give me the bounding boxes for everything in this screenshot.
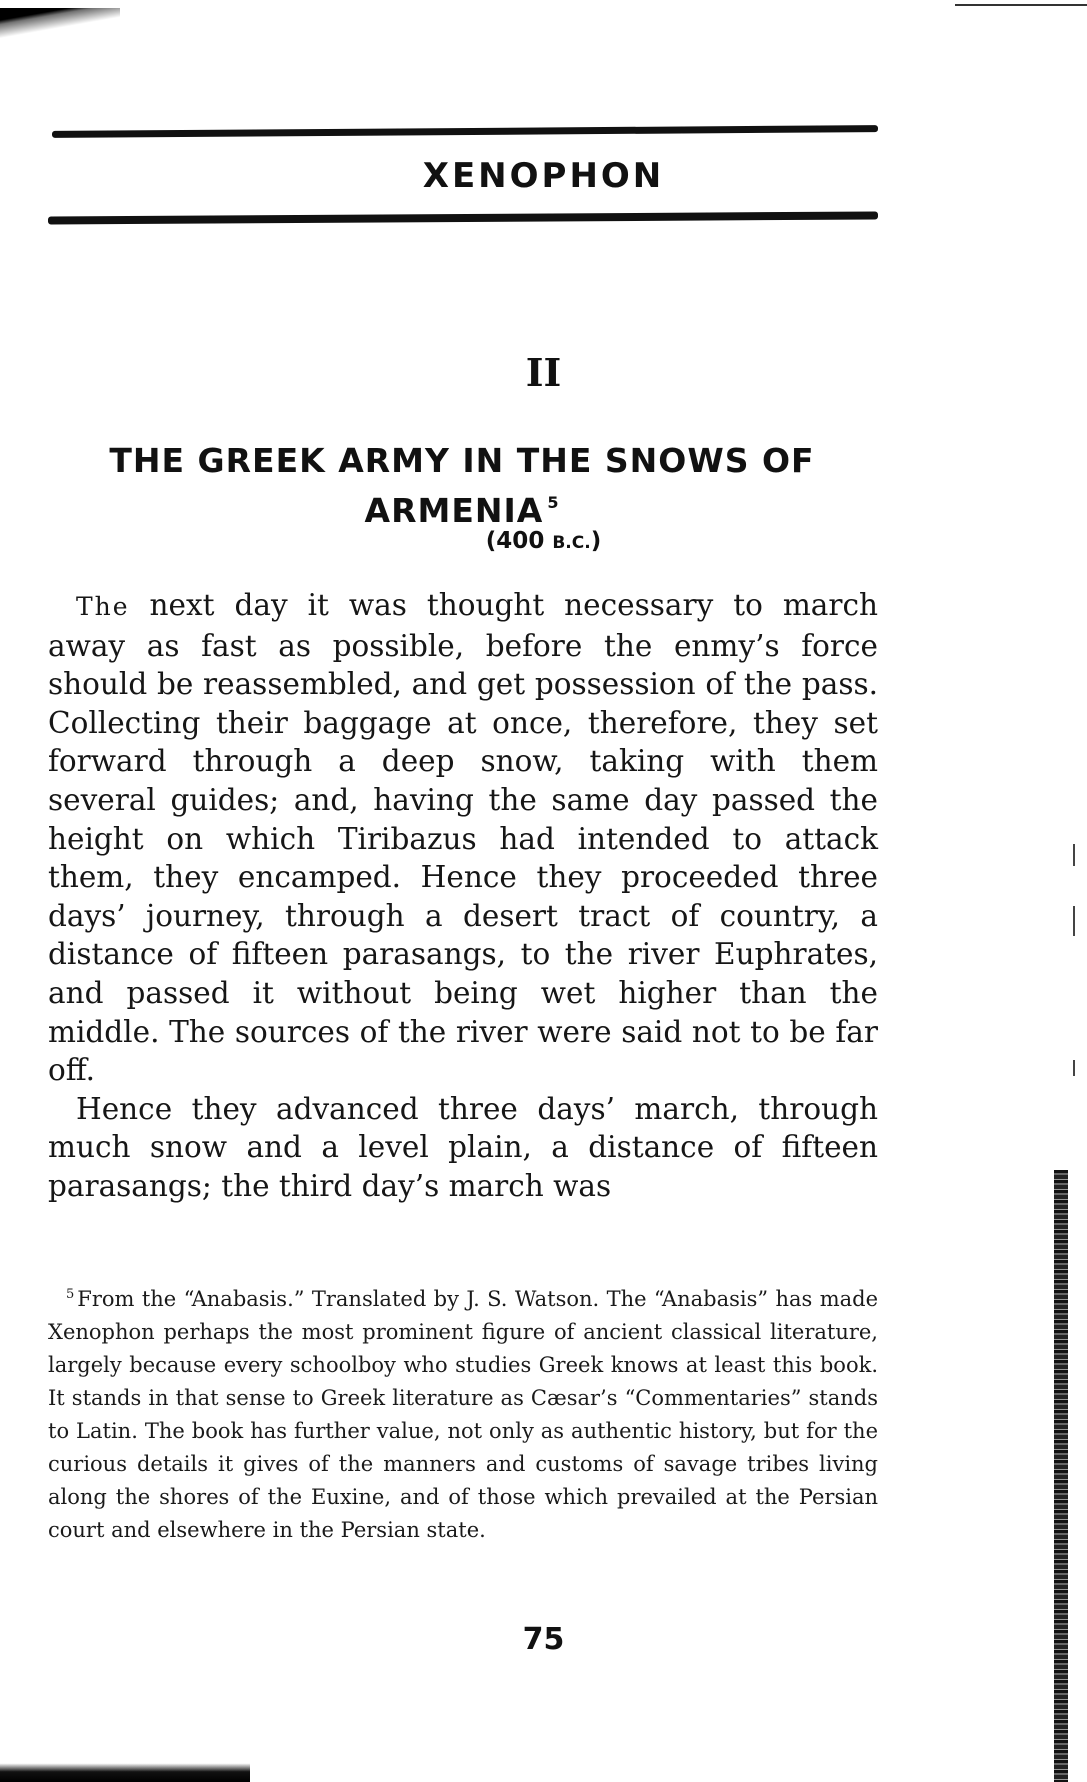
scan-mark [1073, 844, 1075, 866]
paragraph-1-text: next day it was thought necessary to march away as fast as possible, before the enmy’s force should be reassembled, and get possession of the pass. Collecting their baggage at once, therefore, they set forward through a deep snow, taking with them several guides; and, having the same day passed the height on which Tiribazus had intended to attack them, they encamped. Hence they proceeded three days’ journey, through a desert tract of country, a distance of fifteen parasangs, to the river Euphrates, and passed it without being wet higher than the middle. The sources of the river were said not to be far off. [48, 588, 878, 1088]
chapter-title-text: THE GREEK ARMY IN THE SNOWS OF ARMENIA [109, 441, 815, 530]
header-rule-top [52, 125, 878, 138]
scan-shadow-bottom-left [0, 1748, 250, 1782]
date-prefix: (400 [485, 528, 553, 554]
scan-shadow-top-left [0, 8, 120, 42]
scan-mark [1073, 906, 1075, 936]
scan-line-top-right [955, 4, 1087, 6]
body-text [48, 586, 878, 1206]
running-head: XENOPHON [422, 156, 665, 196]
chapter-title [46, 440, 878, 532]
chapter-date [0, 528, 1087, 554]
header-rule-bottom [48, 211, 878, 224]
footnote-number: 5 [66, 1287, 75, 1302]
scan-edge-right [1054, 1170, 1068, 1782]
paragraph-1 [48, 586, 878, 1090]
footnote [48, 1278, 878, 1547]
date-suffix: ) [590, 528, 602, 554]
footnote-marker: 5 [547, 493, 560, 512]
paragraph-first-word: The [76, 592, 130, 621]
page-number: 75 [522, 1622, 565, 1657]
paragraph-2: Hence they advanced three days’ march, through much snow and a level plain, a distance of fifteen parasangs; the third day’s march was [48, 1091, 878, 1203]
footnote-paragraph [48, 1278, 878, 1547]
chapter-number: II [525, 350, 562, 395]
date-era: B.C. [552, 533, 591, 553]
scan-mark [1073, 1060, 1075, 1076]
footnote-text: From the “Anabasis.” Translated by J. S. Watson. The “Anabasis” has made Xenophon perhaps the most prominent figure of ancient classical literature, largely because every schoolboy who studies Greek knows at least this book. It stands in that sense to Greek literature as Cæsar’s “Commentaries” stands to Latin. The book has further value, not only as authentic history, but for the curious details it gives of the manners and customs of savage tribes living along the shores of the Euxine, and of those which prevailed at the Persian court and elsewhere in the Persian state. [48, 1287, 878, 1542]
